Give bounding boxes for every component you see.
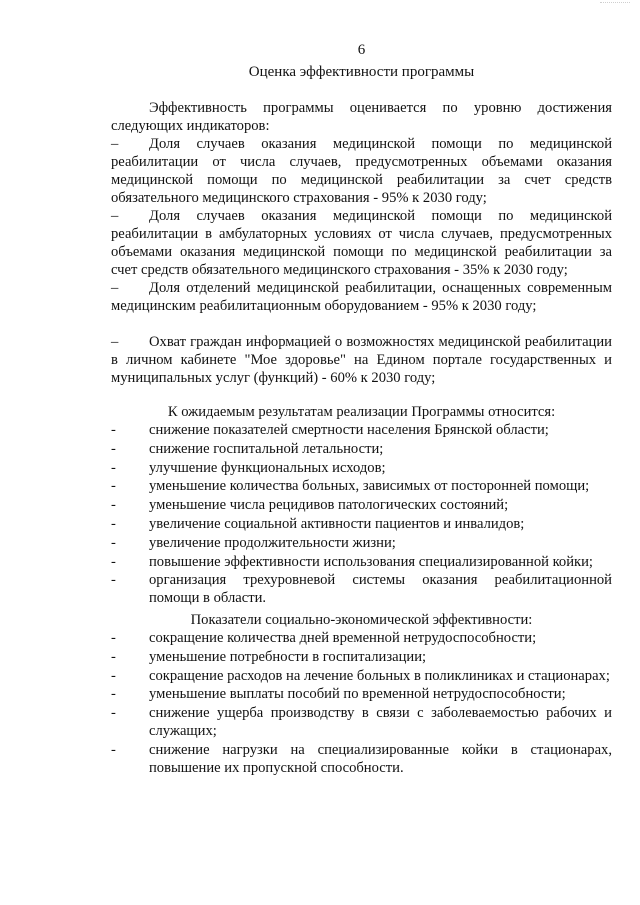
dash-marker: –	[111, 334, 119, 350]
indicator-text: Доля случаев оказания медицинской помощи по медицинской реабилитации в амбулаторных условиях от числа случаев, предусмотренных объемами оказания медицинской помощи по медицинской реабилитации за счет средств обязательного медицинского страхования - 35% к 2030 году;	[111, 208, 612, 278]
results-heading: К ожидаемым результатам реализации Программы относится:	[167, 404, 556, 420]
list-item	[111, 629, 612, 647]
list-item-text: снижение госпитальной летальности;	[149, 440, 384, 457]
dash-marker: -	[111, 440, 116, 457]
results-list	[111, 421, 612, 608]
indicator-item	[111, 135, 612, 207]
dash-marker: -	[111, 705, 116, 722]
indicator-item	[111, 333, 612, 387]
list-item-text: снижение ущерба производству в связи с заболеваемостью рабочих и служащих;	[149, 705, 612, 740]
list-item-text: сокращение количества дней временной нетрудоспособности;	[149, 630, 537, 646]
list-item-text: сокращение расходов на лечение больных в поликлиниках и стационарах;	[149, 667, 610, 684]
list-item	[111, 515, 612, 533]
list-item	[111, 667, 612, 685]
dash-marker: -	[111, 686, 116, 703]
list-item-text: снижение нагрузки на специализированные койки в стационарах, повышение их пропускной способности.	[149, 741, 612, 776]
list-item-text: увеличение социальной активности пациентов и инвалидов;	[149, 515, 525, 532]
list-item	[111, 685, 612, 703]
page-number: 6	[357, 42, 366, 58]
list-item	[111, 648, 612, 666]
dash-marker: –	[111, 280, 119, 296]
dash-marker: -	[111, 630, 116, 646]
dash-marker: -	[111, 478, 116, 495]
dash-marker: –	[111, 136, 119, 152]
intro-paragraph: Эффективность программы оценивается по уровню достижения следующих индикаторов:	[111, 100, 612, 134]
dash-marker: -	[111, 497, 116, 514]
indicator-item	[111, 207, 612, 279]
dash-marker: -	[111, 459, 116, 476]
list-item-text: уменьшение количества больных, зависимых от посторонней помощи;	[149, 478, 590, 495]
indicator-item	[111, 279, 612, 315]
list-item-text: уменьшение потребности в госпитализации;	[149, 648, 427, 665]
list-item-text: повышение эффективности использования специализированной койки;	[149, 553, 593, 570]
list-item	[111, 440, 612, 458]
dash-marker: -	[111, 515, 116, 532]
dash-marker: -	[111, 572, 116, 589]
list-item	[111, 571, 612, 607]
socio-list	[111, 629, 612, 778]
list-item-text: снижение показателей смертности населения Брянской области;	[149, 422, 549, 438]
dash-marker: -	[111, 667, 116, 684]
list-item-text: улучшение функциональных исходов;	[149, 459, 386, 476]
dash-marker: –	[111, 208, 119, 224]
socio-heading: Показатели социально-экономической эффективности:	[190, 612, 533, 628]
indicator-text: Охват граждан информацией о возможностях медицинской реабилитации в личном кабинете "Мое здоровье" на Едином портале государственных и муниципальных услуг (функций) - 60% к 2030 году;	[111, 334, 612, 386]
indicator-text: Доля случаев оказания медицинской помощи по медицинской реабилитации от числа случаев, предусмотренных объемами оказания медицинской помощи по медицинской реабилитации за счет средств обязательного медицинского страхования - 95% к 2030 году;	[111, 136, 612, 206]
dash-marker: -	[111, 741, 116, 758]
list-item	[111, 553, 612, 571]
dash-marker: -	[111, 648, 116, 665]
list-item-text: уменьшение числа рецидивов патологических состояний;	[149, 497, 509, 514]
list-item-text: уменьшение выплаты пособий по временной нетрудоспособности;	[149, 686, 566, 703]
dash-marker: -	[111, 553, 116, 570]
list-item	[111, 741, 612, 777]
list-item	[111, 477, 612, 495]
section-title: Оценка эффективности программы	[248, 64, 475, 80]
list-item	[111, 534, 612, 552]
dash-marker: -	[111, 422, 116, 438]
list-item-text: организация трехуровневой системы оказания реабилитационной помощи в области.	[149, 572, 612, 607]
list-item	[111, 704, 612, 740]
scan-mark	[600, 2, 630, 5]
dash-marker: -	[111, 534, 116, 551]
indicator-text: Доля отделений медицинской реабилитации, оснащенных современным медицинским реабилитационным оборудованием - 95% к 2030 году;	[111, 280, 612, 314]
list-item	[111, 421, 612, 439]
list-item-text: увеличение продолжительности жизни;	[149, 534, 396, 551]
list-item	[111, 496, 612, 514]
list-item	[111, 459, 612, 477]
